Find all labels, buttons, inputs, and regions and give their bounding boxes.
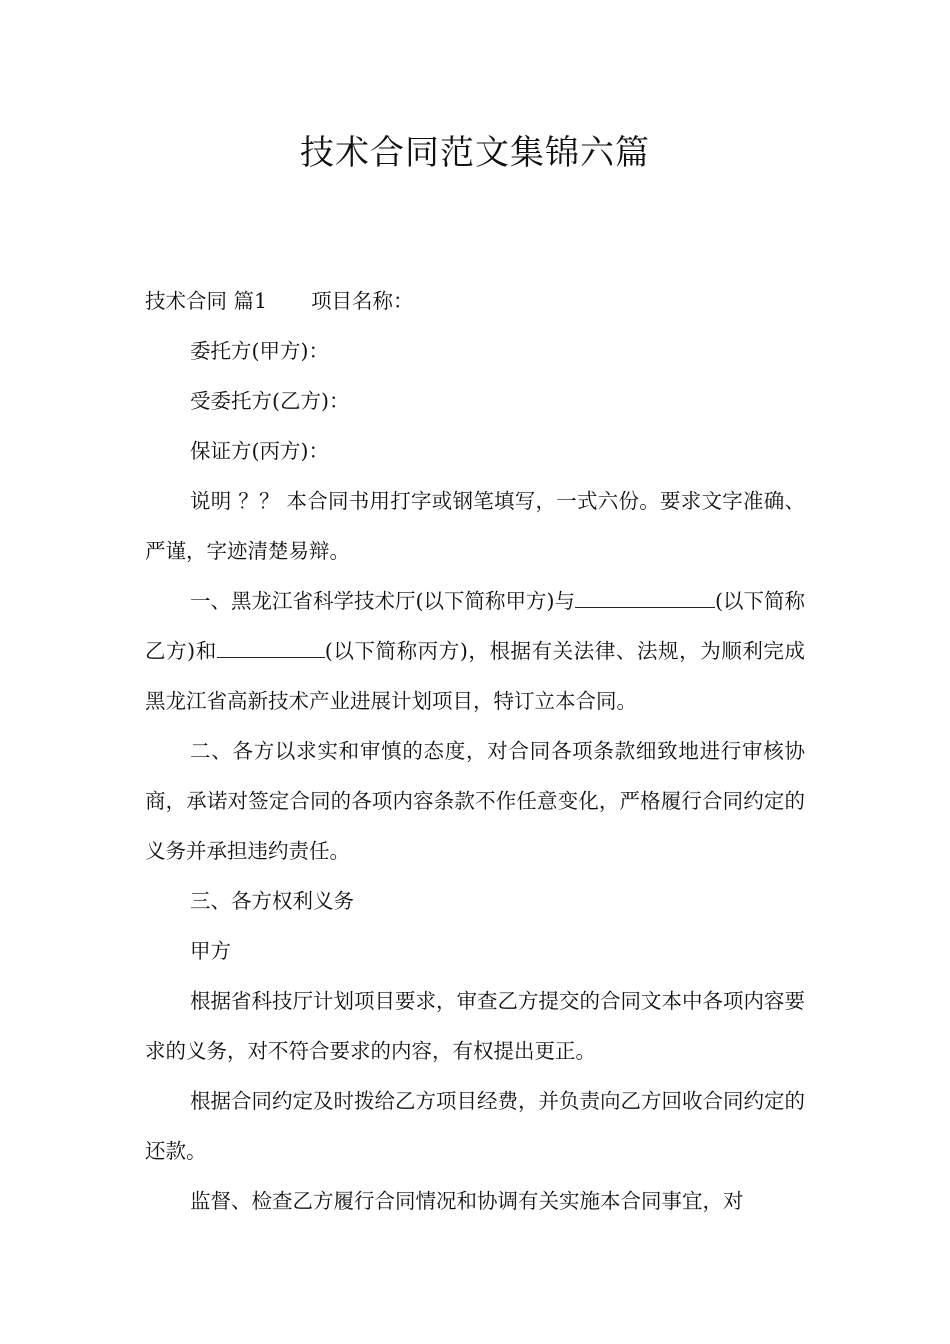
party-c-line: 保证方(丙方)：	[190, 439, 329, 463]
clause-1-text-a: 一、黑龙江省科学技术厅(以下简称甲方)与	[190, 589, 575, 613]
note-paragraph: 说明 ？？ 本合同书用打字或钢笔填写，一式六份。要求文字准确、严谨，字迹清楚易辩。	[145, 489, 805, 563]
clause-3: 三、各方权利义务	[190, 889, 354, 913]
document-body	[145, 276, 805, 1226]
document-title: 技术合同范文集锦六篇	[300, 133, 650, 173]
party-b-line: 受委托方(乙方)：	[190, 389, 350, 413]
party-a-line: 委托方(甲方)：	[190, 339, 329, 363]
clause-1-text-c: (以下简称丙方)，根据有关法律、法规，为顺利完成黑龙江省高新技术产业进展计划项目，特订立本合同。	[145, 639, 805, 713]
clause-1	[145, 576, 805, 726]
fill-blank	[575, 587, 715, 608]
clause-1-text-b: (以下简称乙方)和	[145, 589, 805, 663]
party-a-heading: 甲方	[190, 939, 231, 963]
fill-blank	[217, 637, 325, 658]
duty-paragraph-2: 根据合同约定及时拨给乙方项目经费，并负责向乙方回收合同约定的还款。	[145, 1089, 805, 1163]
clause-2: 二、各方以求实和审慎的态度，对合同各项条款细致地进行审核协商，承诺对签定合同的各项内容条款不作任意变化，严格履行合同约定的义务并承担违约责任。	[145, 739, 805, 863]
section-heading	[145, 276, 805, 326]
duty-paragraph-3: 监督、检查乙方履行合同情况和协调有关实施本合同事宜，对	[190, 1189, 744, 1213]
duty-paragraph-1: 根据省科技厅计划项目要求，审查乙方提交的合同文本中各项内容要求的义务，对不符合要求的内容，有权提出更正。	[145, 989, 805, 1063]
contract-heading: 技术合同 篇1	[145, 289, 268, 313]
project-name-label: 项目名称：	[311, 289, 414, 313]
